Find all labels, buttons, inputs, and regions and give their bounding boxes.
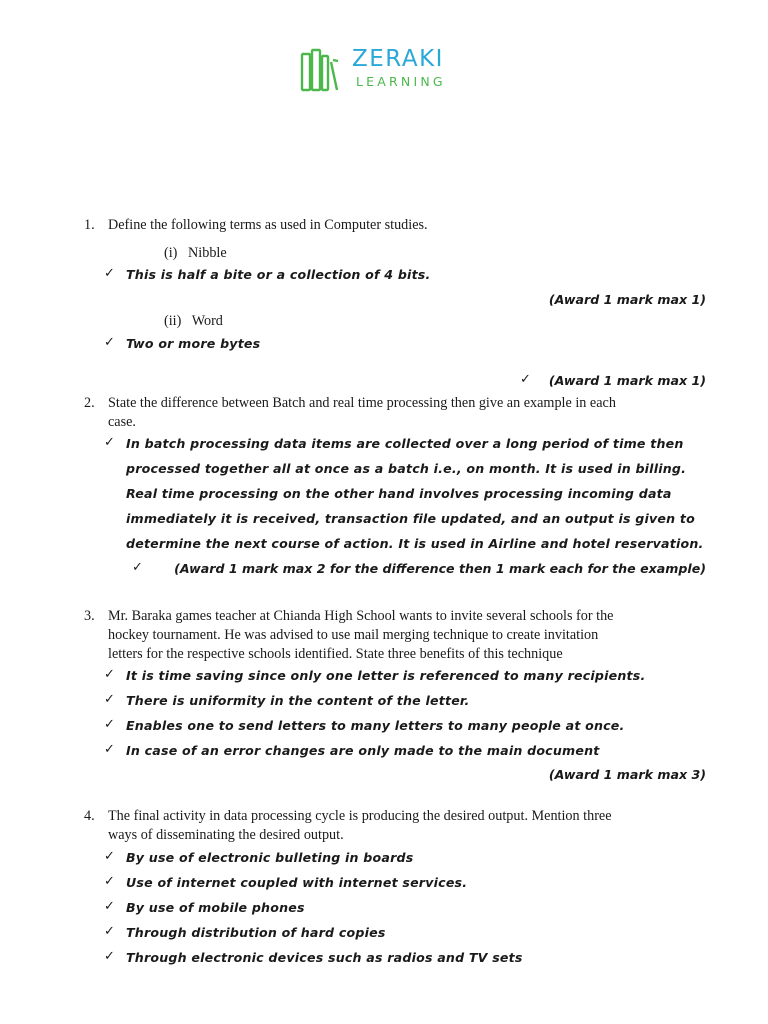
check-icon: ✓ [104,849,115,864]
question-number: 4. [84,808,95,824]
award-note: (Award 1 mark max 2 for the difference then 1 mark each for the example) [174,561,706,576]
answer-line: determine the next course of action. It is used in Airline and hotel reservation. [126,536,704,551]
answer-text: There is uniformity in the content of the letter. [126,693,470,708]
award-note: (Award 1 mark max 3) [548,767,706,782]
check-icon: ✓ [104,742,115,757]
answer-line: Real time processing on the other hand involves processing incoming data [126,486,672,501]
answer-text: This is half a bite or a collection of 4 bits. [126,267,431,282]
answer-text: It is time saving since only one letter is referenced to many recipients. [126,668,646,683]
answer-text: Two or more bytes [126,336,261,351]
books-icon [300,48,340,92]
answer-text: By use of mobile phones [126,900,305,915]
sub-label: (i) Nibble [164,245,227,261]
question-text-line: ways of disseminating the desired output. [108,827,344,843]
question-text-line: State the difference between Batch and real time processing then give an example in each [108,395,616,411]
check-icon: ✓ [104,335,115,350]
award-note: (Award 1 mark max 1) [548,373,706,388]
brand-tagline: LEARNING [356,74,446,89]
question-text-line: letters for the respective schools identified. State three benefits of this technique [108,646,563,662]
answer-text: By use of electronic bulleting in boards [126,850,414,865]
check-icon: ✓ [104,899,115,914]
award-note: (Award 1 mark max 1) [548,292,706,307]
check-icon: ✓ [104,924,115,939]
answer-line: In batch processing data items are collected over a long period of time then [126,436,684,451]
check-icon: ✓ [104,874,115,889]
question-text-line: Mr. Baraka games teacher at Chianda High School wants to invite several schools for the [108,608,614,624]
question-text-line: The final activity in data processing cycle is producing the desired output. Mention three [108,808,612,824]
question-text: Define the following terms as used in Computer studies. [108,217,428,233]
check-icon: ✓ [104,667,115,682]
answer-text: Use of internet coupled with internet services. [126,875,468,890]
question-number: 2. [84,395,95,411]
check-icon: ✓ [132,560,143,575]
check-icon: ✓ [104,949,115,964]
answer-text: Through distribution of hard copies [126,925,386,940]
check-icon: ✓ [104,717,115,732]
check-icon: ✓ [104,692,115,707]
question-text-line: hockey tournament. He was advised to use mail merging technique to create invitation [108,627,599,643]
answer-line: immediately it is received, transaction file updated, and an output is given to [126,511,695,526]
check-icon: ✓ [104,435,115,450]
answer-line: processed together all at once as a batch i.e., on month. It is used in billing. [126,461,687,476]
question-number: 3. [84,608,95,624]
check-icon: ✓ [104,266,115,281]
check-icon: ✓ [520,372,531,387]
answer-text: In case of an error changes are only made to the main document [126,743,600,758]
brand-name: ZERAKI [352,46,444,72]
question-number: 1. [84,217,95,233]
zeraki-logo [300,44,470,94]
answer-text: Enables one to send letters to many letters to many people at once. [126,718,625,733]
answer-text: Through electronic devices such as radios and TV sets [126,950,523,965]
sub-label: (ii) Word [164,313,223,329]
question-text-line: case. [108,414,136,430]
